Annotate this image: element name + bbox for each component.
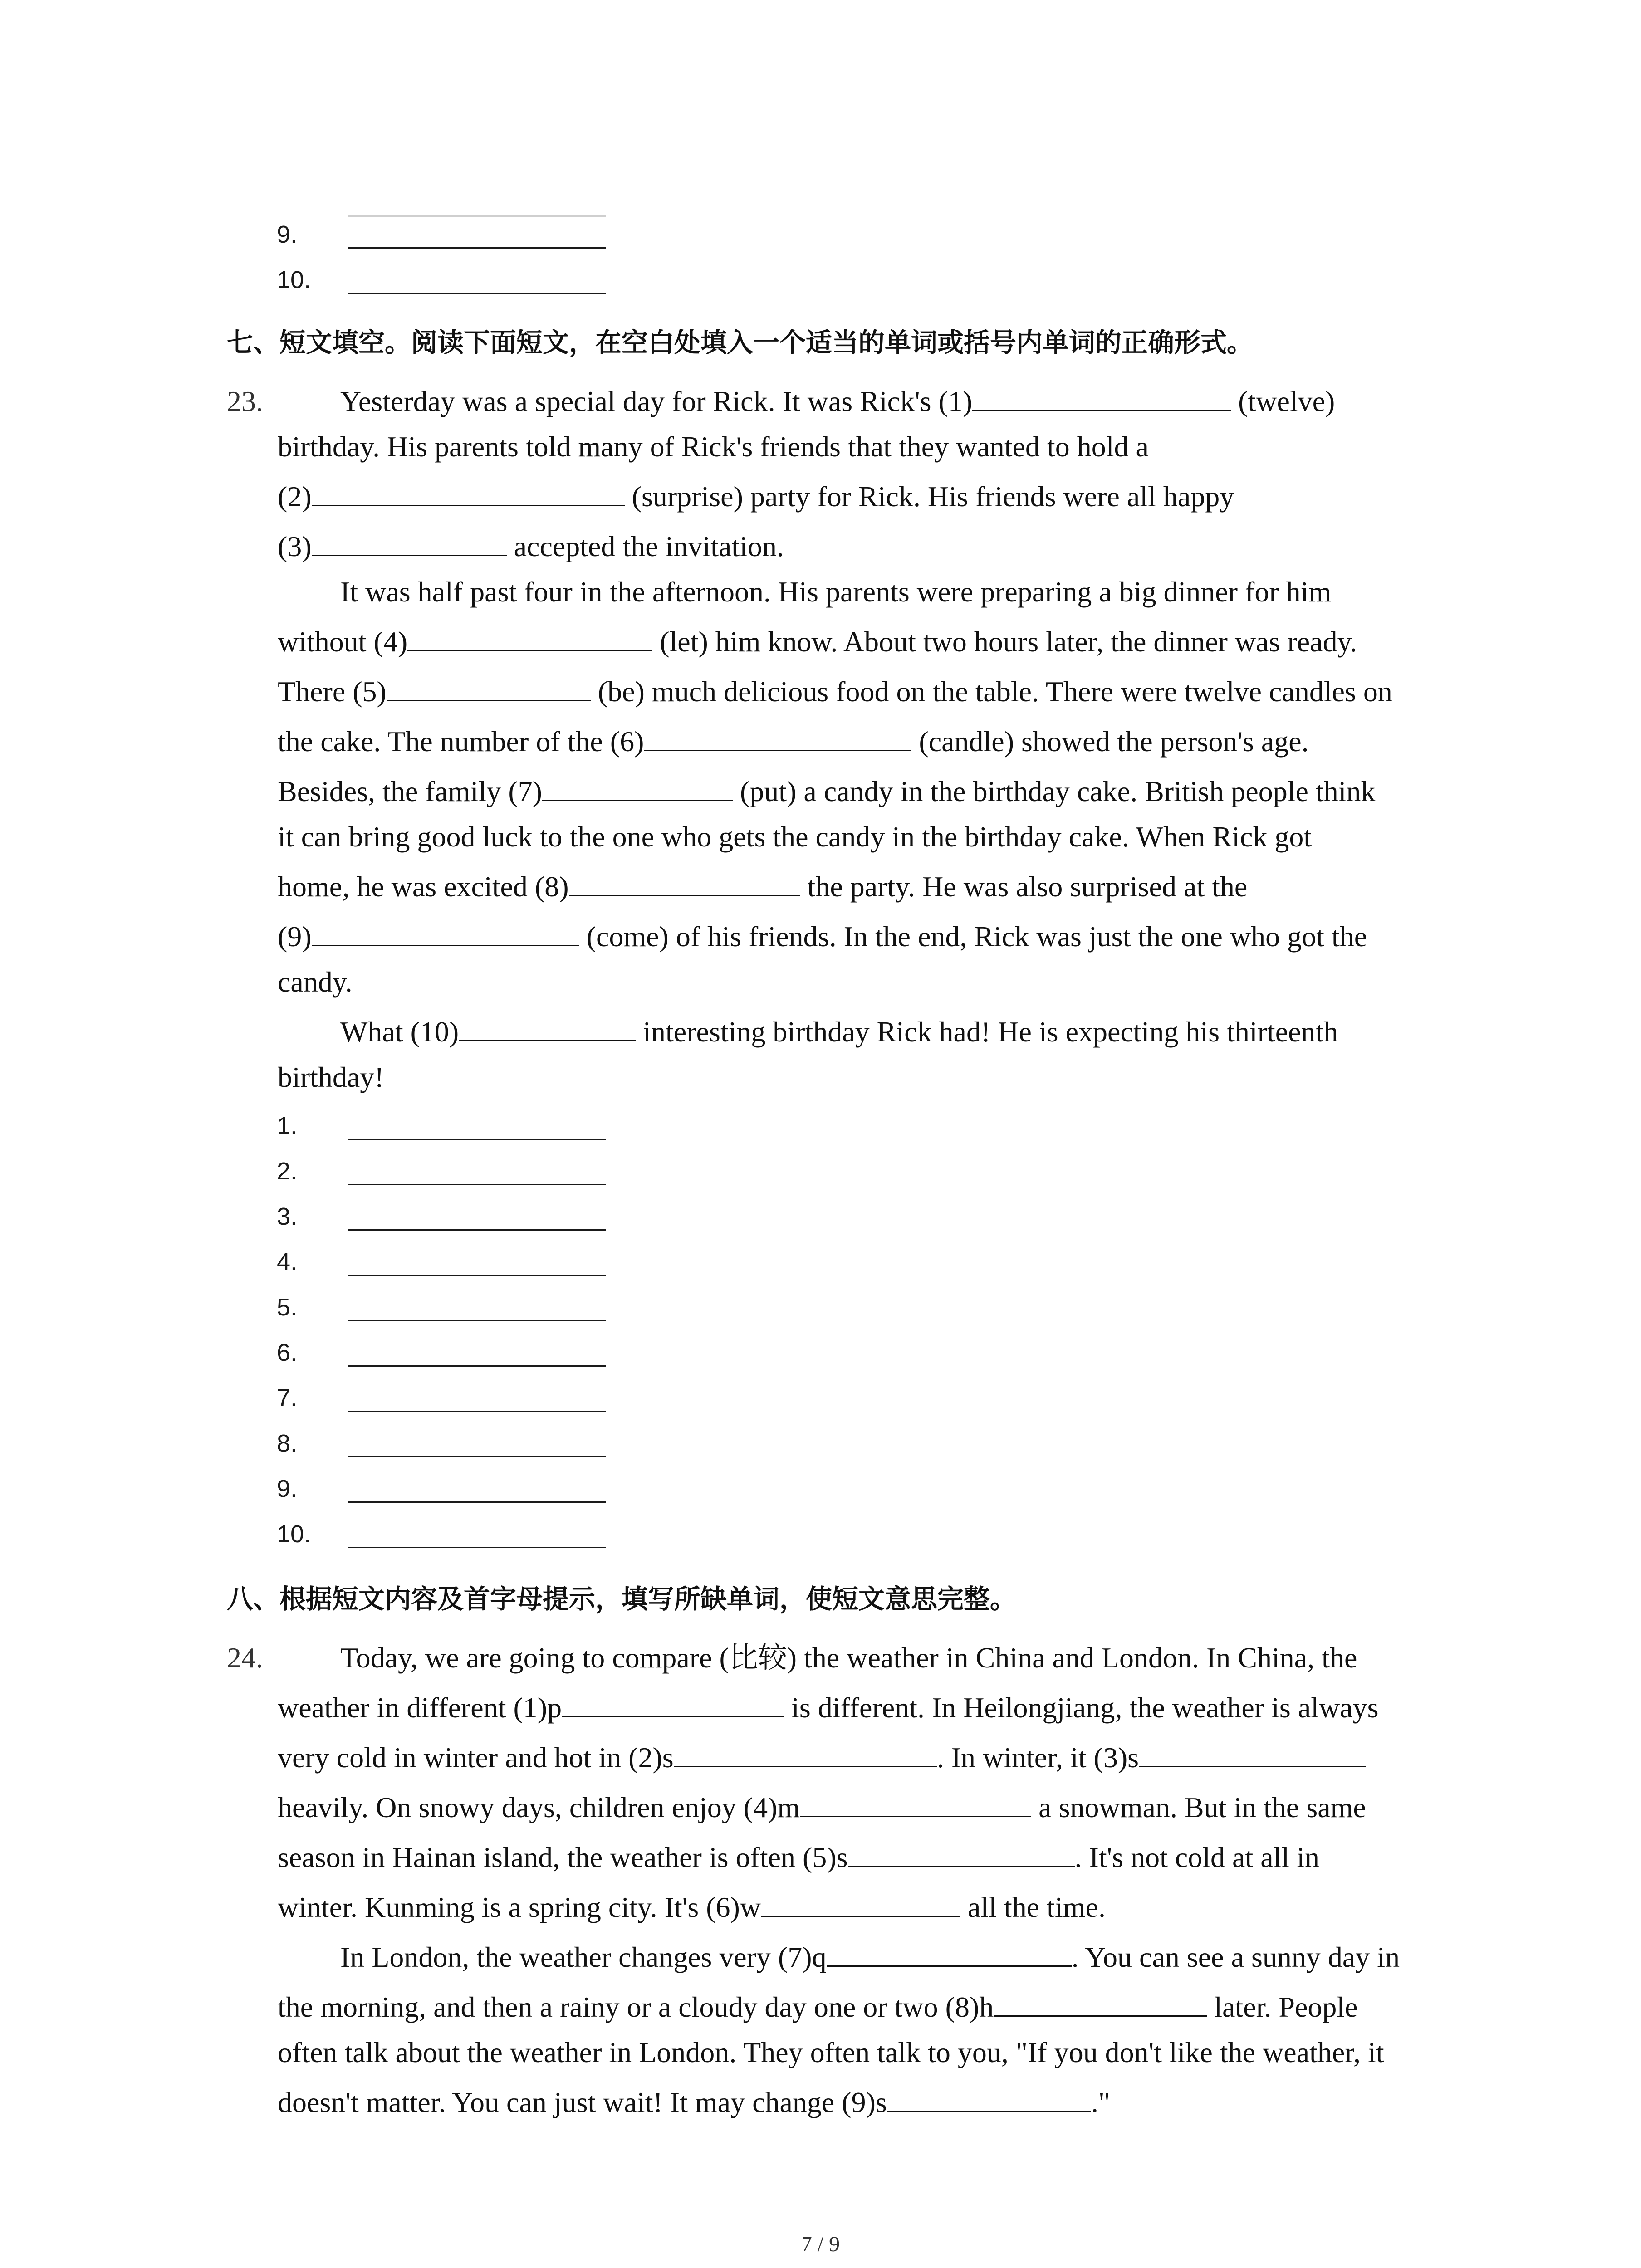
passage-line [278, 1839, 1457, 1876]
blank-4[interactable] [800, 1790, 1031, 1817]
passage-text: (2) [278, 480, 312, 513]
passage-line [340, 1939, 1520, 1975]
blank-6[interactable] [644, 724, 911, 751]
answer-number: 2. [277, 1158, 298, 1185]
passage-text: (3) [278, 530, 312, 562]
answer-number: 6. [277, 1339, 298, 1366]
blank-9[interactable] [887, 2085, 1091, 2112]
passage-text: What (10) [340, 1016, 459, 1048]
passage-line [340, 574, 1520, 610]
passage-text: without (4) [278, 626, 408, 658]
passage-text: heavily. On snowy days, children enjoy (4)m [278, 1791, 800, 1823]
passage-text: (let) him know. About two hours later, the dinner was ready. [652, 626, 1357, 658]
answer-number: 9. [277, 1475, 298, 1502]
section-heading: 八、根据短文内容及首字母提示，填写所缺单词，使短文意思完整。 [227, 1584, 1017, 1614]
passage-text: It was half past four in the afternoon. His parents were preparing a big dinner for him [340, 576, 1332, 608]
blank-1[interactable] [972, 384, 1231, 411]
passage-line [278, 723, 1457, 760]
question-number: 23. [227, 385, 263, 417]
blank-1[interactable] [562, 1691, 784, 1717]
blank-5[interactable] [387, 675, 591, 701]
passage-line [278, 1989, 1457, 2025]
answer-number: 3. [277, 1203, 298, 1230]
answer-number: 5. [277, 1294, 298, 1321]
passage-text: Today, we are going to compare (比较) the weather in China and London. In China, the [340, 1642, 1357, 1674]
blank-10[interactable] [459, 1015, 636, 1041]
section-heading: 七、短文填空。阅读下面短文，在空白处填入一个适当的单词或括号内单词的正确形式。 [227, 327, 1254, 358]
answer-line[interactable] [348, 1547, 606, 1548]
answer-number: 10. [277, 1520, 311, 1548]
passage-text: weather in different (1)p [278, 1691, 562, 1724]
passage-line [278, 1059, 1457, 1095]
passage-text: . You can see a sunny day in [1071, 1941, 1400, 1973]
answer-line[interactable] [348, 247, 606, 249]
question-number: 24. [227, 1642, 263, 1674]
passage-text: often talk about the weather in London. They often talk to you, "If you don't like the weather, it [278, 2036, 1384, 2068]
passage-line [278, 869, 1457, 905]
passage-text: winter. Kunming is a spring city. It's (6)w [278, 1891, 761, 1923]
passage-line [340, 383, 1520, 420]
passage-line [278, 819, 1457, 855]
passage-line [340, 1640, 1520, 1676]
passage-text: (come) of his friends. In the end, Rick was just the one who got the [579, 920, 1367, 953]
answer-number: 9. [277, 221, 298, 248]
passage-text: (candle) showed the person's age. [911, 725, 1309, 758]
passage-text: candy. [278, 966, 353, 998]
passage-line [278, 773, 1457, 810]
passage-text: a snowman. But in the same [1031, 1791, 1366, 1823]
passage-text: (surprise) party for Rick. His friends were all happy [624, 480, 1234, 513]
passage-text: season in Hainan island, the weather is often (5)s [278, 1841, 848, 1873]
passage-text: all the time. [960, 1891, 1106, 1923]
passage-text: it can bring good luck to the one who gets the candy in the birthday cake. When Rick got [278, 821, 1312, 853]
passage-text: . It's not cold at all in [1074, 1841, 1319, 1873]
answer-line[interactable] [348, 1411, 606, 1412]
passage-text: very cold in winter and hot in (2)s [278, 1741, 674, 1774]
blank-2[interactable] [312, 479, 625, 506]
page-number: 7 / 9 [801, 2232, 840, 2256]
answer-number: 1. [277, 1112, 298, 1139]
passage-text: home, he was excited (8) [278, 870, 569, 903]
passage-line [340, 1014, 1520, 1050]
passage-text: (put) a candy in the birthday cake. British people think [732, 775, 1376, 807]
passage-line [278, 1889, 1457, 1926]
passage-text: later. People [1207, 1991, 1358, 2023]
blank-2[interactable] [674, 1740, 937, 1767]
blank-5[interactable] [848, 1840, 1075, 1867]
blank-7[interactable] [827, 1940, 1072, 1967]
passage-text: birthday. His parents told many of Rick's friends that they wanted to hold a [278, 430, 1149, 463]
blank-7[interactable] [542, 774, 733, 801]
passage-text: Yesterday was a special day for Rick. It was Rick's (1) [340, 385, 973, 417]
answer-line[interactable] [348, 293, 606, 294]
answer-line[interactable] [348, 1184, 606, 1185]
passage-text: accepted the invitation. [506, 530, 784, 562]
passage-text: (twelve) [1231, 385, 1335, 417]
passage-line [278, 674, 1457, 710]
answer-line[interactable] [348, 1456, 606, 1457]
answer-line[interactable] [348, 1501, 606, 1503]
passage-text: Besides, the family (7) [278, 775, 542, 807]
answer-number: 4. [277, 1248, 298, 1276]
blank-3[interactable] [312, 529, 507, 556]
blank-8[interactable] [569, 870, 800, 896]
blank-6[interactable] [761, 1890, 960, 1917]
passage-line [278, 964, 1457, 1000]
passage-line [278, 1690, 1457, 1726]
passage-line [278, 1789, 1457, 1826]
passage-text: There (5) [278, 675, 387, 708]
passage-text: (9) [278, 920, 312, 953]
passage-text: interesting birthday Rick had! He is expecting his thirteenth [636, 1016, 1338, 1048]
passage-text: In London, the weather changes very (7)q [340, 1941, 827, 1973]
passage-text: doesn't matter. You can just wait! It may change (9)s [278, 2086, 887, 2118]
passage-text: birthday! [278, 1061, 384, 1093]
passage-line [278, 2034, 1457, 2071]
answer-number: 7. [277, 1384, 298, 1412]
passage-line [278, 919, 1457, 955]
passage-line [278, 624, 1457, 660]
answer-line[interactable] [348, 1365, 606, 1367]
answer-line[interactable] [348, 1320, 606, 1321]
passage-text: . In winter, it (3)s [936, 1741, 1139, 1774]
passage-line [278, 528, 1457, 565]
blank-9[interactable] [312, 919, 579, 946]
passage-text: ." [1091, 2086, 1110, 2118]
passage-line [278, 1740, 1457, 1776]
passage-text: the cake. The number of the (6) [278, 725, 644, 758]
passage-text: (be) much delicious food on the table. There were twelve candles on [590, 675, 1392, 708]
answer-line[interactable] [348, 1275, 606, 1276]
passage-text: the party. He was also surprised at the [800, 870, 1248, 903]
answer-line[interactable] [348, 1229, 606, 1231]
passage-line [278, 479, 1457, 515]
blank-8[interactable] [994, 1990, 1207, 2017]
answer-number: 10. [277, 266, 311, 293]
passage-text: is different. In Heilongjiang, the weather is always [784, 1691, 1379, 1724]
passage-text: the morning, and then a rainy or a cloudy day one or two (8)h [278, 1991, 994, 2023]
answer-line-faded [348, 215, 606, 217]
passage-line [278, 2084, 1457, 2121]
blank-3[interactable] [1139, 1740, 1366, 1767]
passage-line [278, 429, 1457, 465]
blank-4[interactable] [407, 625, 652, 651]
answer-line[interactable] [348, 1139, 606, 1140]
answer-number: 8. [277, 1430, 298, 1457]
